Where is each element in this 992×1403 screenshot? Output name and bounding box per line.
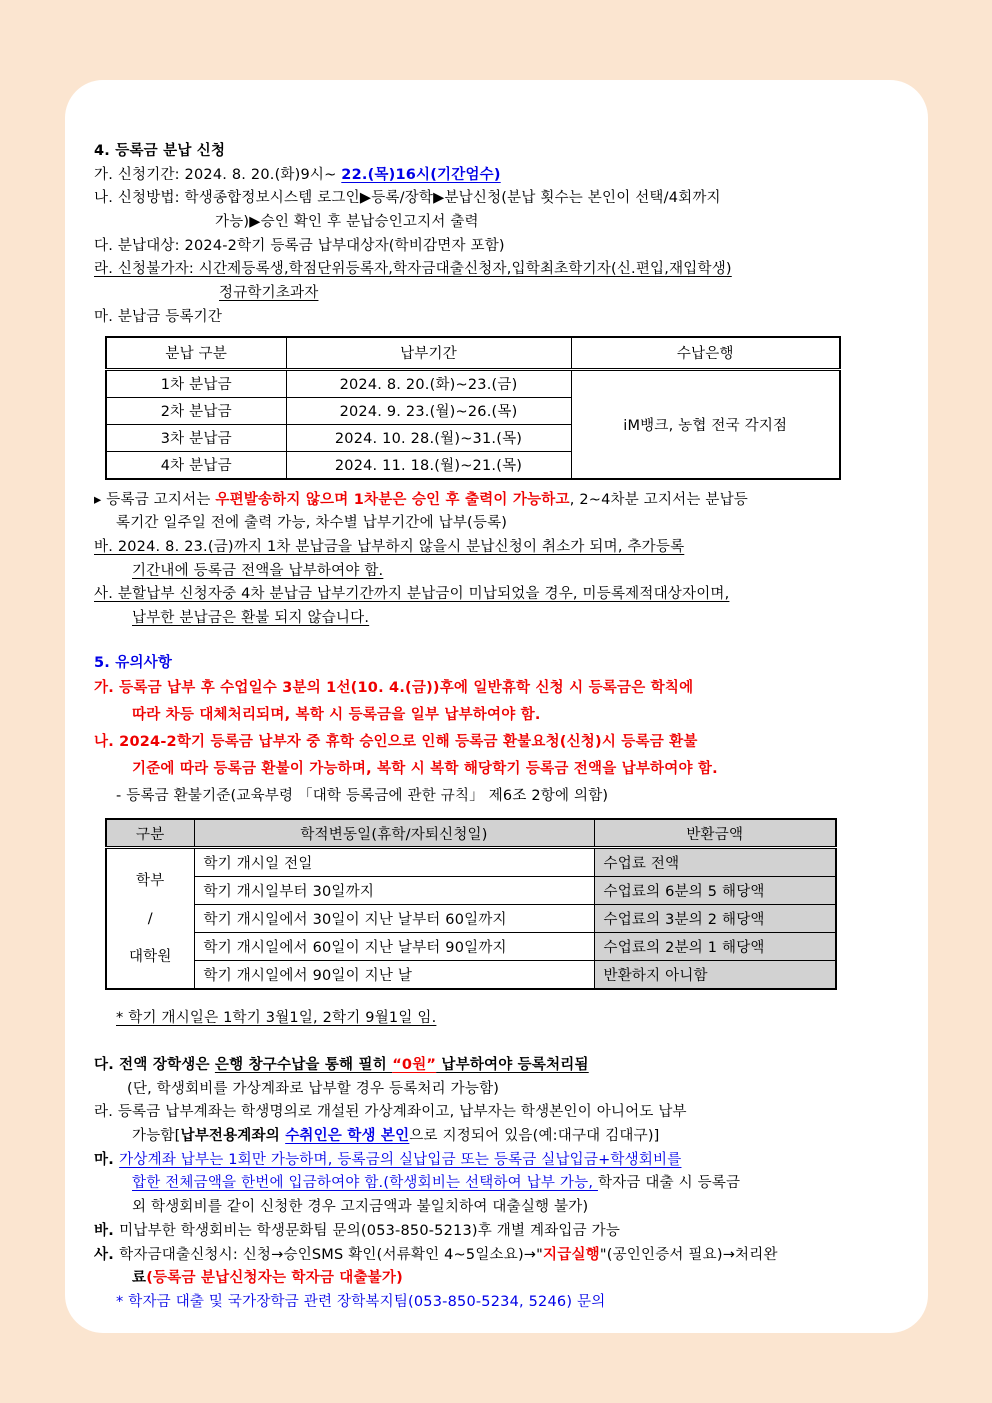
header-installment-type: 분납 구분 [106,337,286,370]
payee-link: 수취인은 학생 본인 [285,1128,410,1145]
scholarship-underline2: 납부하여야 등록처리됨 [436,1057,589,1073]
header-receiving-bank: 수납은행 [571,337,840,370]
table-cell: 4차 분납금 [106,451,286,479]
item-installment-period: 마. 분납금 등록기간 [94,308,223,325]
header-refund-amount: 반환금액 [594,819,836,848]
apply-period-text: 가. 신청기간: 2024. 8. 20.(화)9시~ [94,166,342,183]
sa-label: 사. [94,1246,120,1263]
table-cell: 수업료의 3분의 2 해당액 [594,905,836,933]
apply-deadline-link: 22.(목)16시(기간엄수) [341,166,501,183]
section4-title: 4. 등록금 분납 신청 [94,143,226,159]
item-loan-line2 [132,1267,902,1291]
item-apply-method-line1: 나. 신청방법: 학생종합정보시스템 로그인▶등록/장학▶분납신청(분납 횟수는 본인이 선택/4회까지 [94,190,721,207]
va-bold: 납부전용계좌의 [180,1128,286,1145]
item-loan-line1 [94,1244,902,1268]
one-deposit-link2: 합한 전체금액을 한번에 입금하여야 함.(학생회비는 선택하여 납부 가능, [132,1175,598,1192]
item-cancel-line2: 기간내에 등록금 전액을 납부하여야 함. [132,562,384,579]
item-one-deposit-line3: 외 학생회비를 같이 신청한 경우 고지금액과 불일치하여 대출실행 불가) [132,1199,589,1216]
table-cell: 2024. 9. 23.(월)~26.(목) [286,397,571,424]
loan-l2-red: (등록금 분납신청자는 학자금 대출불가) [146,1270,403,1287]
table-cell: 학기 개시일 전일 [194,848,594,877]
item-not-eligible-line1: 라. 신청불가자: 시간제등록생,학점단위등록자,학자금대출신청자,입학최초학기자(신.편입,재입학생) [94,261,732,278]
unpaid-fee-text: 미납부한 학생회비는 학생문화팀 문의(053-850-5213)후 개별 계좌입금 가능 [119,1222,621,1239]
item-full-scholarship-sub: (단, 학생회비를 가상계좌로 납부할 경우 등록처리 가능함) [127,1080,500,1097]
group-label [108,862,193,976]
ma-label: 마. [94,1151,120,1168]
item-unpaid-line1: 사. 분할납부 신청자중 4차 분납금 납부기간까지 분납금이 미납되었을 경우, 미등록제적대상자이며, [94,586,730,603]
header-change-date: 학적변동일(휴학/자퇴신청일) [194,819,594,848]
document-content [65,80,928,1315]
ba-label: 바. [94,1222,120,1239]
table-row [106,877,836,905]
item-not-eligible-line2: 정규학기초과자 [219,285,319,302]
table-row [106,848,836,877]
table-cell: 2024. 10. 28.(월)~31.(목) [286,424,571,451]
loan-pre: 학자금대출신청시: 신청→승인SMS 확인(서류확인 4~5일소요)→" [119,1246,544,1263]
table-row [106,961,836,990]
item-virtual-account-line2 [132,1125,902,1149]
table-cell: 수업료의 6분의 5 해당액 [594,877,836,905]
header-payment-period: 납부기간 [286,337,571,370]
item-apply-method-line2: 가능)▶승인 확인 후 분납승인고지서 출력 [215,214,479,231]
table-cell: 수업료의 2분의 1 해당액 [594,933,836,961]
notice-refund-line2: 기준에 따라 등록금 환불이 가능하며, 복학 시 복학 해당학기 등록금 전액을 납부하여야 함. [132,761,718,778]
group-label-line: 학부 [136,872,165,889]
installment-schedule-table [105,336,841,480]
item-unpaid-line2: 납부한 분납금은 환불 되지 않습니다. [132,609,370,626]
header-category: 구분 [106,819,194,848]
note-bill-post: , 2~4차분 고지서는 분납등 [569,491,749,508]
notice-leave-line1: 가. 등록금 납부 후 수업일수 3분의 1선(10. 4.(금))후에 일반휴학 신청 시 등록금은 학칙에 [94,680,694,697]
table-cell: 수업료 전액 [594,848,836,877]
item-full-scholarship [94,1054,902,1078]
table-row [106,369,840,397]
item-cancel-line1: 바. 2024. 8. 23.(금)까지 1차 분납금을 납부하지 않을시 분납신청이 취소가 되며, 추가등록 [94,538,685,555]
notice-refund-line1: 나. 2024-2학기 등록금 납부자 중 휴학 승인으로 인해 등록금 환불요청(신청)시 등록금 환불 [94,734,698,751]
table-row [106,933,836,961]
note-semester-start: * 학기 개시일은 1학기 3월1일, 2학기 9월1일 임. [116,1010,437,1027]
one-deposit-post: 학자금 대출 시 등록금 [597,1175,741,1192]
table-cell: 2024. 11. 18.(월)~21.(목) [286,451,571,479]
notice-leave-line2: 따라 차등 대체처리되며, 복학 시 등록금을 일부 납부하여야 함. [132,707,541,724]
item-one-deposit-line1 [94,1149,902,1173]
table-header-row [106,337,840,370]
loan-execute-red: 지급실행 [543,1246,600,1263]
va-post: 으로 지정되어 있음(예:대구대 김대구)] [409,1128,660,1145]
note-bill-line1 [94,489,902,513]
section5-title: 5. 유의사항 [94,654,173,671]
bank-cell: iM뱅크, 농협 전국 각지점 [571,369,840,479]
scholarship-pre: 다. 전액 장학생은 [94,1057,215,1073]
table-row [106,905,836,933]
item-unpaid-fee [94,1220,902,1244]
refund-standard-table [105,818,837,990]
refund-rule-reference: - 등록금 환불기준(교육부령 「대학 등록금에 관한 규칙」 제6조 2항에 의함) [116,788,609,805]
table-cell: 학기 개시일에서 30일이 지난 날부터 60일까지 [194,905,594,933]
contact-scholarship-team: * 학자금 대출 및 국가장학금 관련 장학복지팀(053-850-5234, 5246) 문의 [116,1293,606,1310]
one-deposit-link1: 가상계좌 납부는 1회만 가능하며, 등록금의 실납입금 또는 등록금 실납입금+학생회비를 [119,1151,682,1168]
table-cell: 학기 개시일에서 60일이 지난 날부터 90일까지 [194,933,594,961]
group-label-line: 대학원 [128,948,172,965]
table-cell: 반환하지 아니함 [594,961,836,990]
group-cell [106,848,194,990]
note-bill-red: 우편발송하지 않으며 1차분은 승인 후 출력이 가능하고 [215,491,570,508]
scholarship-underline1: 은행 창구수납을 통해 필히 [214,1057,393,1073]
loan-post: "(공인인증서 필요)→처리완 [599,1246,778,1263]
table-cell: 3차 분납금 [106,424,286,451]
group-label-line: / [147,910,153,927]
item-apply-period [94,164,902,188]
note-bill-line2: 록기간 일주일 전에 출력 가능, 차수별 납부기간에 납부(등록) [116,515,508,532]
zero-won-text: “0원” [392,1057,437,1073]
document-card [65,80,928,1333]
va-pre: 가능함[ [132,1128,181,1145]
item-target: 다. 분납대상: 2024-2학기 등록금 납부대상자(학비감면자 포함) [94,237,505,254]
item-one-deposit-line2 [132,1172,902,1196]
table-cell: 2024. 8. 20.(화)~23.(금) [286,369,571,397]
table-cell: 학기 개시일부터 30일까지 [194,877,594,905]
table-cell: 2차 분납금 [106,397,286,424]
note-bill-pre: ▸ 등록금 고지서는 [94,491,216,508]
table-cell: 학기 개시일에서 90일이 지난 날 [194,961,594,990]
table-cell: 1차 분납금 [106,369,286,397]
table-header-row [106,819,836,848]
item-virtual-account-line1: 라. 등록금 납부계좌는 학생명의로 개설된 가상계좌이고, 납부자는 학생본인이 아니어도 납부 [94,1104,687,1121]
loan-l2-black: 료 [132,1270,147,1287]
